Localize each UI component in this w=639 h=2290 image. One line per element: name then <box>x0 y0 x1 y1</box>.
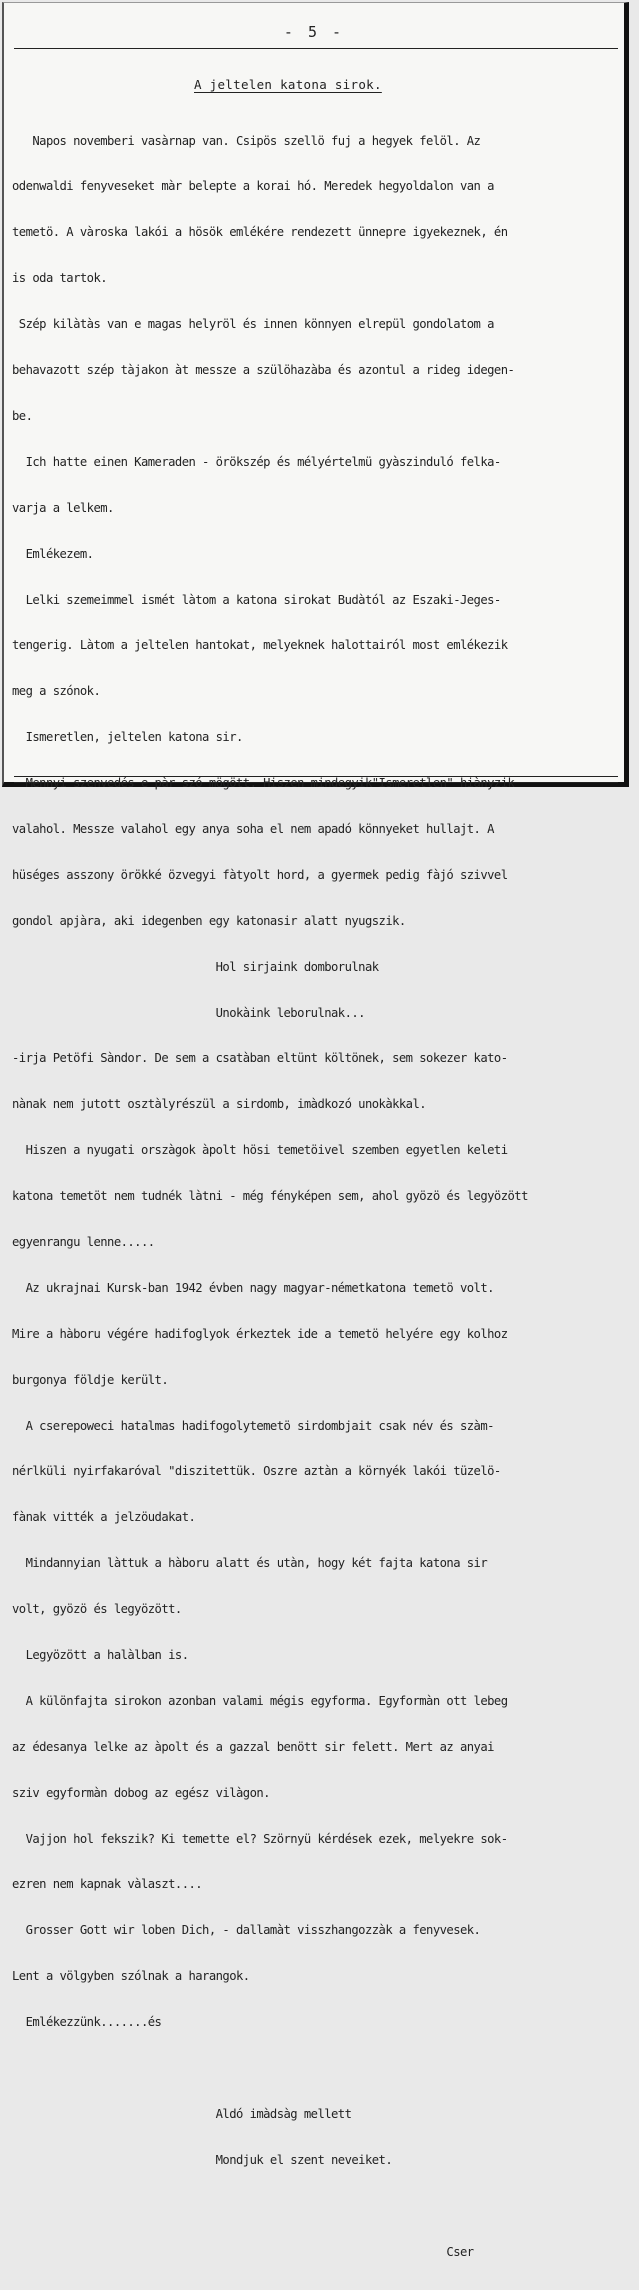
body-line: Lelki szemeimmel ismét làtom a katona sirokat Budàtól az Eszaki-Jeges- <box>12 592 501 607</box>
body-line: Mindannyian làttuk a hàboru alatt és utàn, hogy két fajta katona sir <box>12 1556 488 1571</box>
body-line: Szép kilàtàs van e magas helyröl és innen könnyen elrepül gondolatom a <box>12 317 494 332</box>
body-line: Ismeretlen, jeltelen katona sir. <box>12 730 243 745</box>
poem-line: Hol sirjaink domborulnak <box>12 959 379 974</box>
body-line: tengerig. Làtom a jeltelen hantokat, melyeknek halottairól most emlékezik <box>12 638 508 653</box>
body-line: -irja Petöfi Sàndor. De sem a csatàban eltünt költönek, sem sokezer kato- <box>12 1051 508 1066</box>
article-body <box>12 103 632 2290</box>
body-line: Napos novemberi vasàrnap van. Csipös szellö fuj a hegyek felöl. Az <box>12 133 481 148</box>
body-line: Mire a hàboru végére hadifoglyok érkeztek ide a temetö helyére egy kolhoz <box>12 1326 508 1341</box>
body-line: A cserepoweci hatalmas hadifogolytemetö sirdombjait csak név és szàm- <box>12 1418 494 1433</box>
page-number: - 5 - <box>283 23 345 41</box>
body-line: temetö. A vàroska lakói a hösök emlékére rendezett ünnepre igyekeznek, én <box>12 225 508 240</box>
body-line: varja a lelkem. <box>12 500 114 515</box>
body-line: is oda tartok. <box>12 271 108 286</box>
body-line: behavazott szép tàjakon àt messze a szülöhazàba és azontul a rideg idegen- <box>12 363 515 378</box>
bottom-rule <box>14 776 618 777</box>
body-line: Ich hatte einen Kameraden - örökszép és mélyértelmü gyàszinduló felka- <box>12 454 501 469</box>
body-line: Az ukrajnai Kursk-ban 1942 évben nagy magyar-németkatona temetö volt. <box>12 1280 494 1295</box>
body-line: Grosser Gott wir loben Dich, - dallamàt visszhangozzàk a fenyvesek. <box>12 1923 481 1938</box>
article-title: A jeltelen katona sirok. <box>194 77 382 92</box>
body-line: nànak nem jutott osztàlyrészül a sirdomb, imàdkozó unokàkkal. <box>12 1097 427 1112</box>
body-line: Legyözött a halàlban is. <box>12 1647 189 1662</box>
body-line: Hiszen a nyugati orszàgok àpolt hösi temetöivel szemben egyetlen keleti <box>12 1143 508 1158</box>
body-line: sziv egyformàn dobog az egész vilàgon. <box>12 1785 270 1800</box>
body-line: valahol. Messze valahol egy anya soha el nem apadó könnyeket hullajt. A <box>12 821 494 836</box>
blank-line <box>12 2199 632 2214</box>
top-rule <box>14 48 618 49</box>
body-line: A különfajta sirokon azonban valami mégis egyforma. Egyformàn ott lebeg <box>12 1693 508 1708</box>
body-line: meg a szónok. <box>12 684 101 699</box>
body-line: gondol apjàra, aki idegenben egy katonasir alatt nyugszik. <box>12 913 406 928</box>
author-signature: Cser <box>12 2244 474 2259</box>
closing-line: Mondjuk el szent neveiket. <box>12 2152 393 2167</box>
body-line: Vajjon hol fekszik? Ki temette el? Szörnyü kérdések ezek, melyekre sok- <box>12 1831 508 1846</box>
body-line: be. <box>12 408 33 423</box>
body-line: odenwaldi fenyveseket màr belepte a korai hó. Meredek hegyoldalon van a <box>12 179 494 194</box>
body-line: volt, gyözö és legyözött. <box>12 1602 182 1617</box>
body-line: burgonya földje került. <box>12 1372 169 1387</box>
body-line: egyenrangu lenne..... <box>12 1234 155 1249</box>
body-line: Emlékezzünk.......és <box>12 2015 162 2030</box>
body-line: nérlküli nyirfakaróval "diszitettük. Oszre aztàn a környék lakói tüzelö- <box>12 1464 501 1479</box>
body-line: katona temetöt nem tudnék làtni - még fényképen sem, ahol gyözö és legyözött <box>12 1189 528 1204</box>
body-line: ezren nem kapnak vàlaszt.... <box>12 1877 203 1892</box>
document-page <box>2 2 629 2259</box>
body-line: Lent a völgyben szólnak a harangok. <box>12 1969 250 1984</box>
body-line: az édesanya lelke az àpolt és a gazzal benött sir felett. Mert az anyai <box>12 1739 494 1754</box>
poem-line: Unokàink leborulnak... <box>12 1005 365 1020</box>
body-line: hüséges asszony örökké özvegyi fàtyolt hord, a gyermek pedig fàjó szivvel <box>12 867 508 882</box>
body-line: Emlékezem. <box>12 546 94 561</box>
blank-line <box>12 2061 632 2076</box>
body-line: fànak vitték a jelzöudakat. <box>12 1510 196 1525</box>
body-line: Mennyi szenvedés e pàr szó mögött. Hiszen mindegyik"Ismeretlen" hiànyzik <box>12 776 515 791</box>
bottom-rule <box>14 782 618 783</box>
closing-line: Aldó imàdsàg mellett <box>12 2106 352 2121</box>
